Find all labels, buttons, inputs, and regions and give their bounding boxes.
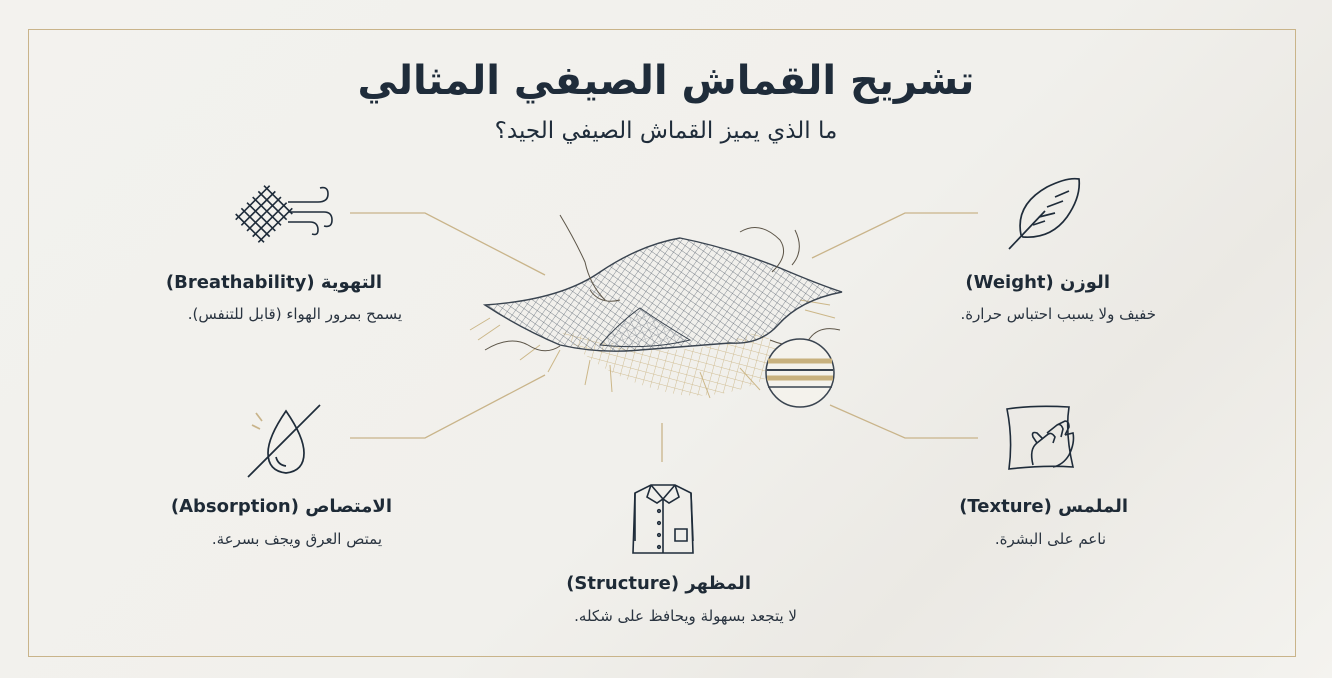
breathability-description: يسمح بمرور الهواء (قابل للتنفس). xyxy=(187,305,402,323)
texture-title: الملمس (Texture) xyxy=(959,496,1128,517)
texture-description: ناعم على البشرة. xyxy=(994,530,1106,548)
page-title: تشريح القماش الصيفي المثالي xyxy=(357,58,975,104)
page-subtitle: ما الذي يميز القماش الصيفي الجيد؟ xyxy=(494,118,838,144)
mesh-wind-icon xyxy=(233,183,332,245)
cross-section-magnifier xyxy=(766,339,834,407)
shirt-icon xyxy=(633,485,693,553)
weight-description: خفيف ولا يسبب احتباس حرارة. xyxy=(960,305,1156,323)
breathability-title: التهوية (Breathability) xyxy=(165,272,382,293)
weight-title: الوزن (Weight) xyxy=(965,272,1110,293)
no-drop-icon xyxy=(248,405,320,477)
structure-description: لا يتجعد بسهولة ويحافظ على شكله. xyxy=(574,607,797,625)
absorption-description: يمتص العرق ويجف بسرعة. xyxy=(211,530,382,548)
feather-icon xyxy=(1009,179,1079,249)
absorption-title: الامتصاص (Absorption) xyxy=(170,496,392,517)
hand-on-cloth-icon xyxy=(1007,406,1074,469)
structure-title: المظهر (Structure) xyxy=(566,573,751,594)
fabric-illustration xyxy=(470,215,842,407)
